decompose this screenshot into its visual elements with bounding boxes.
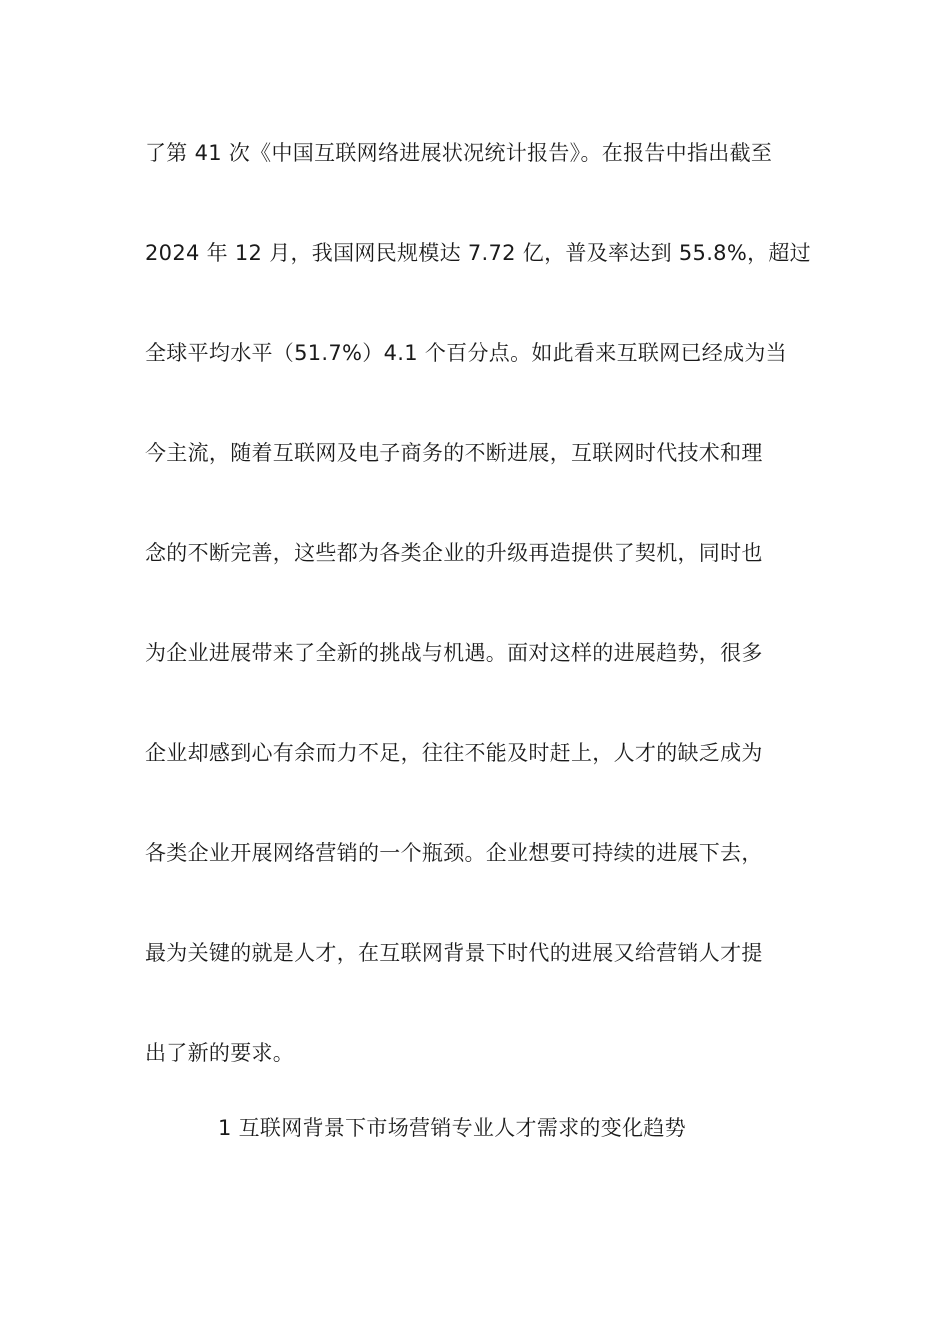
paragraph-line: 全球平均水平（51.7%）4.1 个百分点。如此看来互联网已经成为当	[145, 341, 787, 365]
paragraph-line: 了第 41 次《中国互联网络进展状况统计报告》。在报告中指出截至	[145, 141, 773, 165]
paragraph-line: 最为关键的就是人才，在互联网背景下时代的进展又给营销人才提	[145, 941, 763, 965]
paragraph-line: 为企业进展带来了全新的挑战与机遇。面对这样的进展趋势，很多	[145, 641, 763, 665]
paragraph-line: 出了新的要求。	[145, 1041, 295, 1065]
paragraph-line: 2024 年 12 月，我国网民规模达 7.72 亿，普及率达到 55.8%，超过	[145, 241, 811, 265]
section-heading: 1 互联网背景下市场营销专业人才需求的变化趋势	[218, 1116, 686, 1140]
paragraph-line: 企业却感到心有余而力不足，往往不能及时赶上，人才的缺乏成为	[145, 741, 763, 765]
paragraph-line: 各类企业开展网络营销的一个瓶颈。企业想要可持续的进展下去，	[145, 841, 763, 865]
paragraph-line: 念的不断完善，这些都为各类企业的升级再造提供了契机，同时也	[145, 541, 763, 565]
paragraph-line: 今主流，随着互联网及电子商务的不断进展，互联网时代技术和理	[145, 441, 763, 465]
